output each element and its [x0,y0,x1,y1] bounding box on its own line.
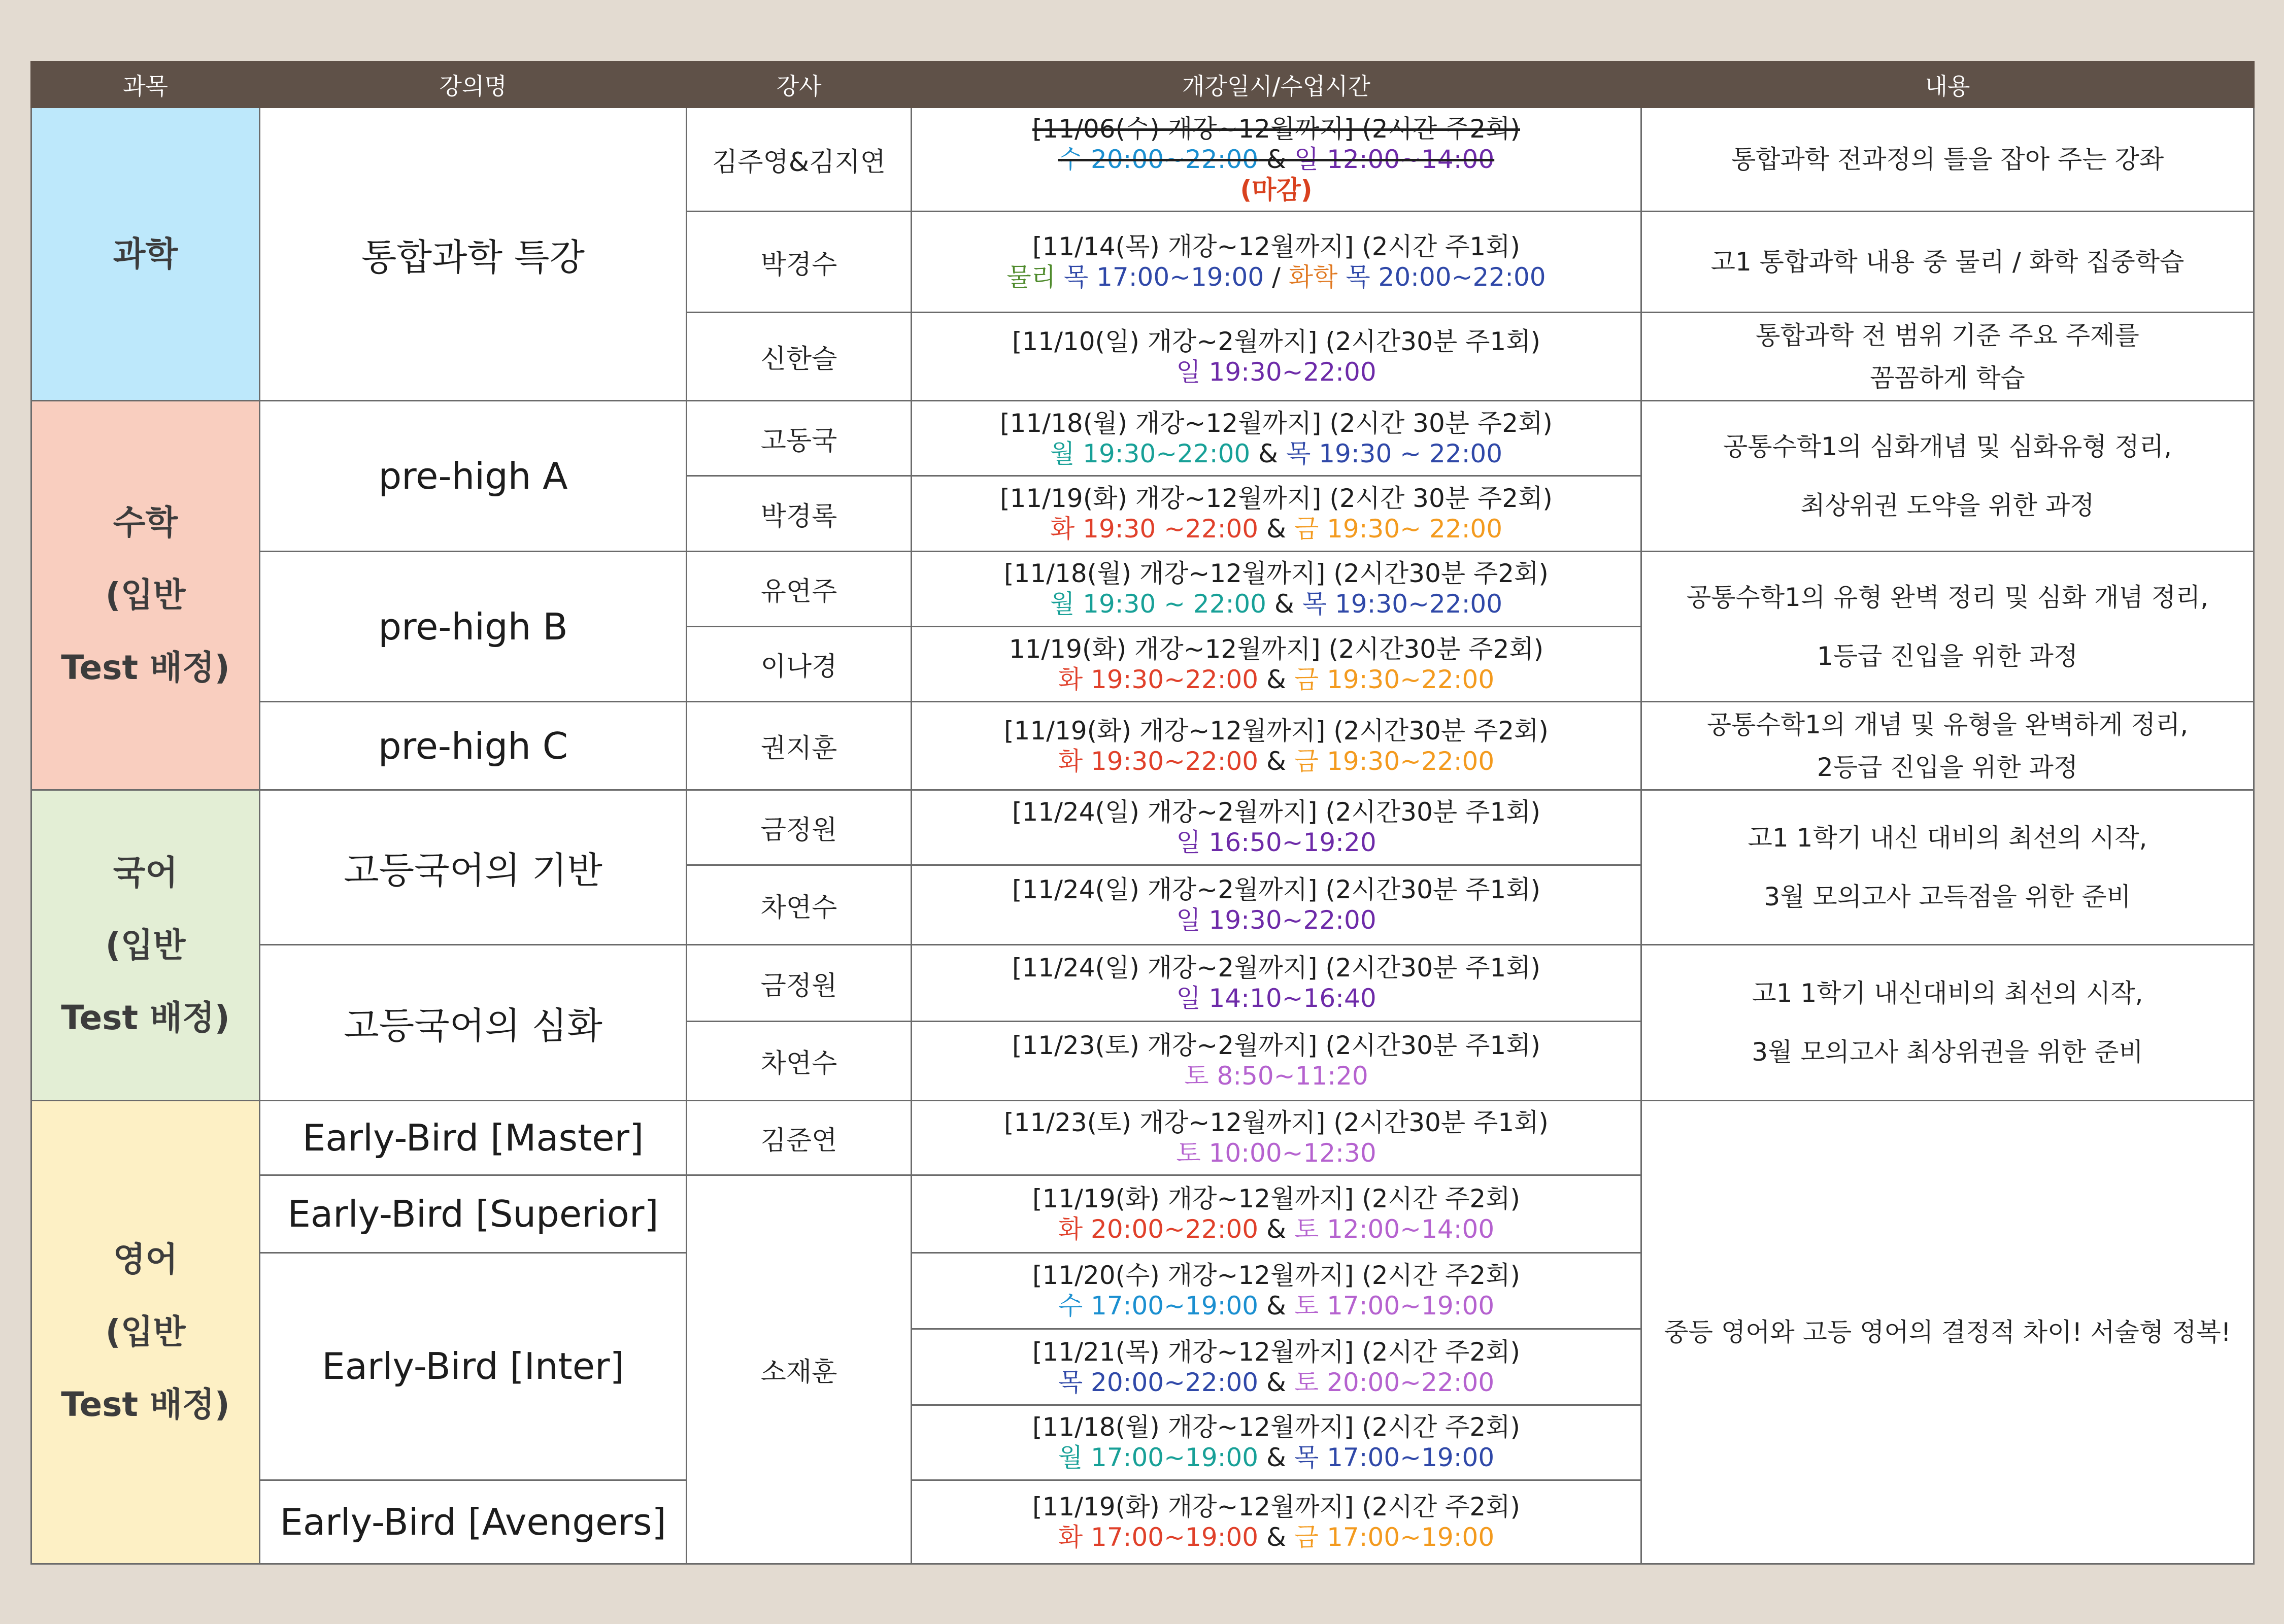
amp: & [1258,145,1294,175]
course-name: pre-high B [260,551,687,702]
teacher-name: 김주영&김지연 [687,108,912,212]
time-sat: 토 20:00~22:00 [1294,1367,1495,1397]
schedule-period: [11/14(목) 개강~12월까지] (2시간 주1회) [1032,232,1520,262]
schedule-times [912,262,1640,292]
schedule-cell [912,551,1641,626]
schedule-period: [11/18(월) 개강~12월까지] (2시간 주2회) [1032,1412,1520,1442]
time-sun: 일 19:30~22:00 [1176,357,1376,387]
schedule-period: [11/24(일) 개강~2월까지] (2시간30분 주1회) [1012,797,1541,827]
schedule-cell [912,627,1641,702]
header-content: 내용 [1641,62,2254,108]
course-name: 통합과학 특강 [260,108,687,401]
schedule-period: [11/10(일) 개강~2월까지] (2시간30분 주1회) [1012,326,1541,356]
teacher-name: 금정원 [687,790,912,865]
schedule-cell [912,1480,1641,1564]
course-name: 고등국어의 기반 [260,790,687,945]
amp: & [1258,664,1294,694]
schedule-period: [11/19(화) 개강~12월까지] (2시간 주2회) [1032,1492,1520,1521]
course-description: 고1 1학기 내신 대비의 최선의 시작, 3월 모의고사 고득점을 위한 준비 [1641,790,2254,945]
schedule-cell [912,790,1641,865]
schedule-cell [912,945,1641,1021]
teacher-name: 신한슬 [687,312,912,400]
teacher-name: 유연주 [687,551,912,626]
time-thu: 목 20:00~22:00 [1058,1367,1259,1397]
schedule-period: [11/18(월) 개강~12월까지] (2시간30분 주2회) [1004,559,1549,589]
time-fri: 금 19:30~22:00 [1294,664,1495,694]
subject-science: 과학 [31,108,260,401]
teacher-name: 권지훈 [687,702,912,790]
schedule-cell [912,1175,1641,1253]
schedule-times [912,438,1640,469]
schedule-times [912,514,1640,544]
table-row [31,702,2254,790]
schedule-cell [912,312,1641,400]
time-sat: 토 10:00~12:30 [1176,1138,1376,1168]
time-sun: 일 19:30~22:00 [1176,905,1376,935]
schedule-period: [11/19(화) 개강~12월까지] (2시간30분 주2회) [1004,716,1549,746]
schedule-times [912,589,1640,619]
time-wed: 수 17:00~19:00 [1058,1291,1259,1321]
schedule-period: [11/20(수) 개강~12월까지] (2시간 주2회) [1032,1261,1520,1291]
schedule-period: [11/19(화) 개강~12월까지] (2시간 주2회) [1032,1183,1520,1213]
schedule-period: [11/23(토) 개강~12월까지] (2시간30분 주1회) [1004,1108,1549,1138]
time-tue: 화 19:30 ~22:00 [1050,514,1259,544]
separator: / [1264,262,1289,292]
schedule-times [912,1522,1640,1552]
schedule-times [912,1367,1640,1398]
amp: & [1266,589,1302,619]
schedule-cell [912,1021,1641,1100]
time-thu: 목 19:30 ~ 22:00 [1286,438,1503,468]
schedule-cell [912,1405,1641,1480]
teacher-name: 소재훈 [687,1175,912,1564]
closed-badge: (마감) [1240,175,1313,205]
subject-physics: 물리 [1006,262,1056,292]
schedule-period: [11/18(월) 개강~12월까지] (2시간 30분 주2회) [1000,408,1553,438]
schedule-cell [912,702,1641,790]
course-description: 중등 영어와 고등 영어의 결정적 차이! 서술형 정복! [1641,1100,2254,1564]
table-row [31,945,2254,1021]
amp: & [1258,1443,1294,1473]
time-sun: 일 16:50~19:20 [1176,828,1376,858]
time-mon: 월 19:30 ~ 22:00 [1050,589,1266,619]
schedule-cell [912,1100,1641,1175]
time-sun: 일 12:00~14:00 [1294,145,1495,175]
schedule-times [912,144,1640,175]
teacher-name: 박경록 [687,476,912,551]
course-description: 고1 1학기 내신대비의 최선의 시작, 3월 모의고사 최상위권을 위한 준비 [1641,945,2254,1101]
schedule-period: [11/19(화) 개강~12월까지] (2시간 30분 주2회) [1000,484,1553,514]
time-fri: 금 19:30~22:00 [1294,746,1495,776]
schedule-cell [912,476,1641,551]
course-description: 고1 통합과학 내용 중 물리 / 화학 집중학습 [1641,212,2254,312]
subject-korean: 국어 (입반 Test 배정) [31,790,260,1100]
amp: & [1258,746,1294,776]
amp: & [1258,1214,1294,1244]
time-mon: 월 17:00~19:00 [1058,1443,1259,1473]
time-wed: 수 20:00~22:00 [1058,145,1259,175]
time-sat: 토 8:50~11:20 [1184,1061,1368,1091]
course-schedule-table [30,61,2255,1565]
course-name: Early-Bird [Inter] [260,1253,687,1480]
teacher-name: 차연수 [687,1021,912,1100]
schedule-times [912,1442,1640,1473]
time-fri: 금 19:30~ 22:00 [1294,514,1503,544]
schedule-period: [11/21(목) 개강~12월까지] (2시간 주2회) [1032,1337,1520,1367]
table-row [31,401,2254,476]
time-tue: 화 19:30~22:00 [1058,746,1259,776]
header-schedule: 개강일시/수업시간 [912,62,1641,108]
schedule-period: 11/19(화) 개강~12월까지] (2시간30분 주2회) [1009,634,1544,664]
time-tue: 화 20:00~22:00 [1058,1214,1259,1244]
amp: & [1258,1367,1294,1397]
header-teacher: 강사 [687,62,912,108]
teacher-name: 박경수 [687,212,912,312]
schedule-times [912,1291,1640,1321]
schedule-period: [11/24(일) 개강~2월까지] (2시간30분 주1회) [1012,875,1541,905]
course-description: 공통수학1의 개념 및 유형을 완벽하게 정리, 2등급 진입을 위한 과정 [1641,702,2254,790]
amp: & [1258,1291,1294,1321]
course-name: Early-Bird [Avengers] [260,1480,687,1564]
subject-math: 수학 (입반 Test 배정) [31,401,260,790]
amp: & [1258,1522,1294,1552]
table-row [31,551,2254,626]
schedule-cell [912,212,1641,312]
schedule-times [912,1214,1640,1244]
subject-english: 영어 (입반 Test 배정) [31,1100,260,1564]
teacher-name: 차연수 [687,865,912,945]
schedule-cell [912,1253,1641,1329]
schedule-cell [912,1329,1641,1405]
table-row [31,790,2254,865]
table-row [31,1100,2254,1175]
course-description: 통합과학 전 범위 기준 주요 주제를 꼼꼼하게 학습 [1641,312,2254,400]
schedule-cell [912,865,1641,945]
teacher-name: 김준연 [687,1100,912,1175]
time-mon: 월 19:30~22:00 [1050,438,1251,468]
subject-chemistry: 화학 [1288,262,1338,292]
time-sun: 일 14:10~16:40 [1176,984,1376,1013]
time-thu: 목 20:00~22:00 [1337,262,1546,292]
header-row [31,62,2254,108]
time-sat: 토 12:00~14:00 [1294,1214,1495,1244]
time-tue: 화 19:30~22:00 [1058,664,1259,694]
teacher-name: 금정원 [687,945,912,1021]
schedule-period: [11/24(일) 개강~2월까지] (2시간30분 주1회) [1012,953,1541,983]
time-tue: 화 17:00~19:00 [1058,1522,1259,1552]
schedule-times [912,664,1640,695]
schedule-period: [11/06(수) 개강~12월까지] (2시간 주2회) [1032,114,1520,144]
course-name: pre-high C [260,702,687,790]
schedule-cell [912,401,1641,476]
amp: & [1258,514,1294,544]
course-name: pre-high A [260,401,687,552]
header-course: 강의명 [260,62,687,108]
schedule-period: [11/23(토) 개강~2월까지] (2시간30분 주1회) [1012,1031,1541,1061]
amp: & [1250,438,1286,468]
schedule-times [912,746,1640,776]
header-subject: 과목 [31,62,260,108]
time-thu: 목 17:00~19:00 [1056,262,1264,292]
time-thu: 목 19:30~22:00 [1302,589,1503,619]
course-description: 통합과학 전과정의 틀을 잡아 주는 강좌 [1641,108,2254,212]
schedule-cell [912,108,1641,212]
course-name: 고등국어의 심화 [260,945,687,1101]
course-description: 공통수학1의 심화개념 및 심화유형 정리, 최상위권 도약을 위한 과정 [1641,401,2254,552]
time-thu: 목 17:00~19:00 [1294,1443,1495,1473]
course-name: Early-Bird [Master] [260,1100,687,1175]
course-name: Early-Bird [Superior] [260,1175,687,1253]
teacher-name: 고동국 [687,401,912,476]
time-fri: 금 17:00~19:00 [1294,1522,1495,1552]
course-description: 공통수학1의 유형 완벽 정리 및 심화 개념 정리, 1등급 진입을 위한 과정 [1641,551,2254,702]
teacher-name: 이나경 [687,627,912,702]
time-sat: 토 17:00~19:00 [1294,1291,1495,1321]
table-row [31,108,2254,212]
